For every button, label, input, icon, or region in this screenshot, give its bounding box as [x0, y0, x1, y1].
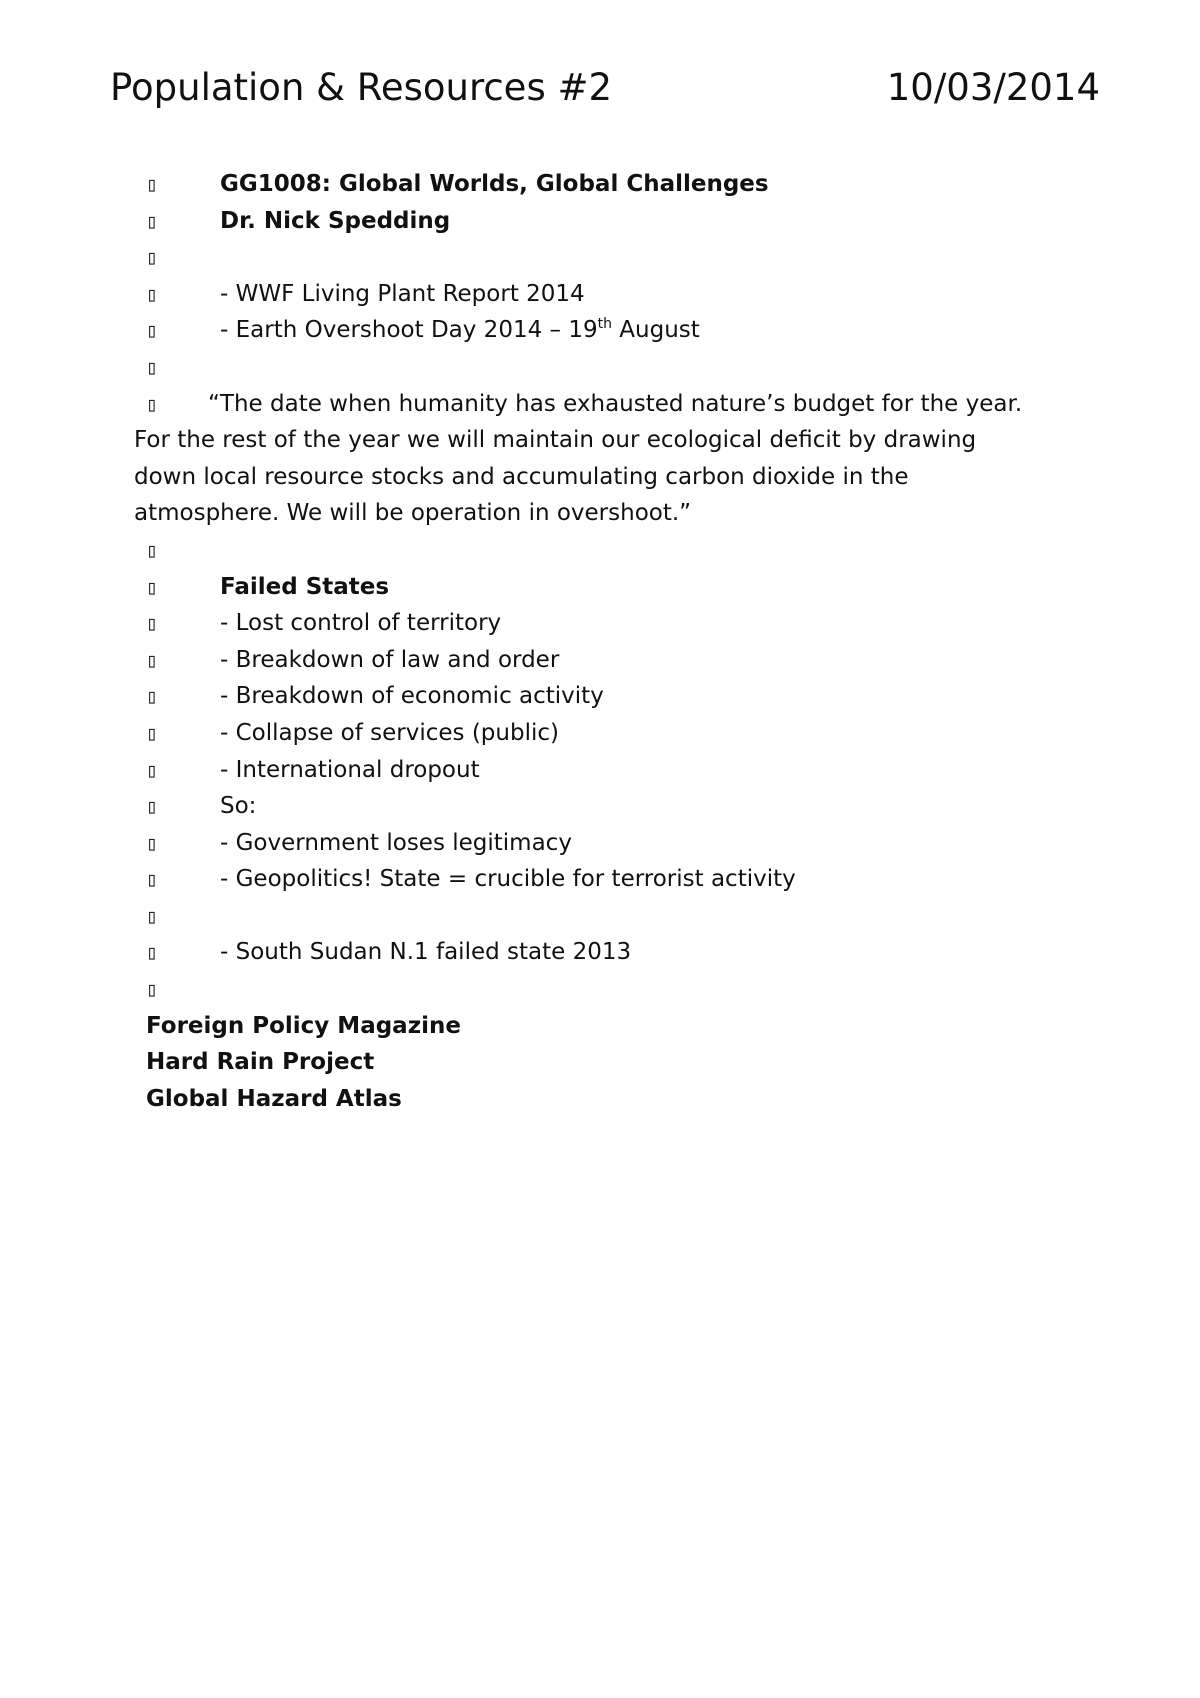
bullet-icon: ▯ — [146, 867, 159, 892]
bullet-icon: ▯ — [146, 281, 159, 306]
note-text: - Collapse of services (public) — [220, 719, 559, 746]
references-list — [146, 1008, 1046, 1118]
reference-item: Global Hazard Atlas — [146, 1085, 402, 1112]
bullet-icon: ▯ — [146, 940, 159, 965]
note-text: So: — [220, 793, 257, 820]
bullet-icon: ▯ — [146, 574, 159, 599]
list-item — [146, 203, 1046, 240]
note-text: - International dropout — [220, 756, 480, 783]
list-item — [146, 166, 1046, 203]
list-item — [146, 312, 1046, 349]
lecturer-name: Dr. Nick Spedding — [220, 207, 451, 234]
list-item — [146, 861, 1046, 898]
bullet-icon: ▯ — [146, 757, 159, 782]
note-text: - Breakdown of law and order — [220, 646, 560, 673]
list-item — [146, 898, 1046, 935]
list-item — [134, 386, 1046, 532]
page-header — [110, 66, 1100, 110]
reference-item: Foreign Policy Magazine — [146, 1012, 461, 1039]
list-item — [146, 239, 1046, 276]
page-title: Population & Resources #2 — [110, 66, 613, 109]
ordinal-suffix: th — [597, 315, 612, 332]
list-item — [146, 642, 1046, 679]
bullet-icon: ▯ — [146, 537, 159, 562]
list-item — [146, 276, 1046, 313]
list-item — [146, 971, 1046, 1008]
bullet-icon: ▯ — [146, 830, 159, 855]
reference-item: Hard Rain Project — [146, 1049, 375, 1076]
bullet-icon: ▯ — [146, 611, 159, 636]
bullet-icon: ▯ — [146, 208, 159, 233]
section-heading: Failed States — [220, 573, 390, 600]
bullet-icon: ▯ — [146, 647, 159, 672]
list-item — [146, 678, 1046, 715]
bullet-icon: ▯ — [146, 903, 159, 928]
list-item — [146, 605, 1046, 642]
note-text: - South Sudan N.1 failed state 2013 — [220, 939, 632, 966]
note-text — [220, 312, 700, 349]
list-item — [146, 788, 1046, 825]
note-text: - Geopolitics! State = crucible for terrorist activity — [220, 866, 796, 893]
bullet-icon: ▯ — [146, 684, 159, 709]
bullet-icon: ▯ — [146, 794, 159, 819]
list-item — [146, 569, 1046, 606]
notes-body — [134, 166, 1046, 1117]
bullet-icon: ▯ — [146, 172, 159, 196]
quote-text: “The date when humanity has exhausted nature’s budget for the year. For the rest of the year we will maintain our ecological deficit by drawing down local resource stocks and accumulating carbon dioxide in the atmosphere. We will be operation in overshoot.” — [134, 390, 1023, 527]
bullet-icon: ▯ — [146, 318, 159, 343]
note-text: - WWF Living Plant Report 2014 — [220, 280, 585, 307]
list-item — [146, 532, 1046, 569]
bullet-icon: ▯ — [146, 391, 159, 416]
note-text: - Lost control of territory — [220, 610, 502, 637]
list-item — [146, 715, 1046, 752]
list-item — [146, 349, 1046, 386]
note-text-part: - Earth Overshoot Day 2014 – 19 — [220, 317, 598, 344]
module-title: GG1008: Global Worlds, Global Challenges — [220, 171, 769, 197]
note-text: - Government loses legitimacy — [220, 829, 572, 856]
list-item — [146, 934, 1046, 971]
bullet-icon: ▯ — [146, 245, 159, 270]
note-text: - Breakdown of economic activity — [220, 683, 604, 710]
bullet-icon: ▯ — [146, 354, 159, 379]
list-item — [146, 825, 1046, 862]
bullet-icon: ▯ — [146, 977, 159, 1002]
page-date: 10/03/2014 — [886, 66, 1100, 109]
note-text-part: August — [611, 317, 700, 344]
list-item — [146, 752, 1046, 789]
bullet-icon: ▯ — [146, 720, 159, 745]
